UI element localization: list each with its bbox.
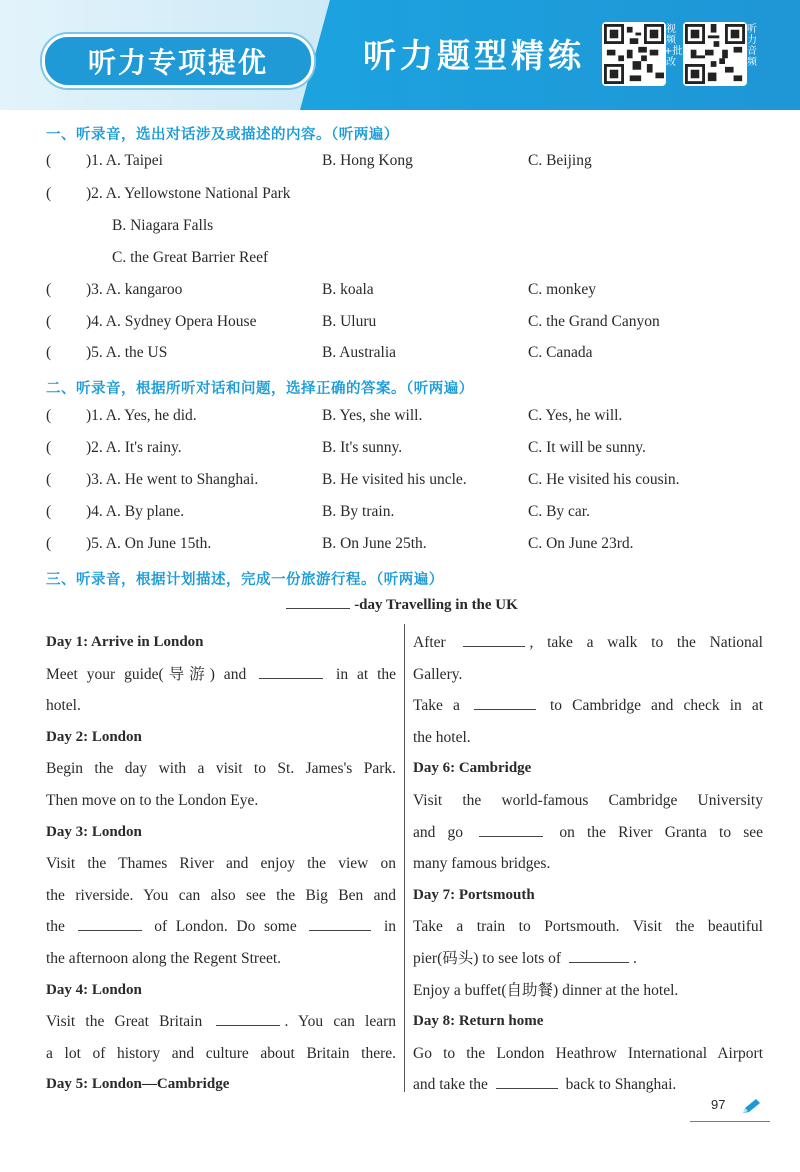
option-c: C. the Grand Canyon <box>528 313 660 330</box>
itinerary-line: Visit the Thames River and enjoy the view on <box>46 855 396 873</box>
itinerary-left-column <box>46 627 396 1101</box>
itinerary-line: Enjoy a buffet(自助餐) dinner at the hotel. <box>413 981 679 999</box>
option-c: C. Canada <box>528 344 593 361</box>
option-b: B. koala <box>322 281 374 298</box>
itinerary-line: Take a to Cambridge and check in at <box>413 697 764 715</box>
blank-field[interactable] <box>479 835 543 837</box>
option-c: C. He visited his cousin. <box>528 471 680 488</box>
option-b: B. He visited his uncle. <box>322 471 467 488</box>
option-a: )2. A. It's rainy. <box>86 439 182 456</box>
option-c: C. Beijing <box>528 152 592 169</box>
itinerary-line: After , take a walk to the National <box>413 634 763 651</box>
option-a: )1. A. Yes, he did. <box>86 407 197 424</box>
itinerary-line: many famous bridges. <box>413 855 551 873</box>
answer-paren[interactable]: ( <box>46 344 52 361</box>
option-c: C. On June 23rd. <box>528 535 634 552</box>
option-b: B. Yes, she will. <box>322 407 423 424</box>
qr-code-audio[interactable] <box>683 22 747 86</box>
column-divider <box>404 624 405 1092</box>
itinerary-title-text: -day Travelling in the UK <box>354 597 518 613</box>
option-b: B. Australia <box>322 344 397 361</box>
blank-field[interactable] <box>474 708 536 710</box>
qr-code-icon <box>604 24 664 84</box>
question-row <box>46 152 766 178</box>
option-c: C. the Great Barrier Reef <box>112 249 269 266</box>
itinerary-right-column <box>413 627 763 1101</box>
itinerary-line: Take a train to Portsmouth. Visit the beautiful <box>413 918 763 936</box>
question-row <box>46 281 766 307</box>
itinerary-line: Gallery. <box>413 665 463 683</box>
option-a: )4. A. By plane. <box>86 503 185 520</box>
itinerary-line: hotel. <box>46 697 81 715</box>
day-heading: Day 6: Cambridge <box>413 760 532 777</box>
section3-title: 三、听录音，根据计划描述，完成一份旅游行程。（听两遍） <box>46 572 444 588</box>
blank-days[interactable] <box>286 607 350 609</box>
qr-tag-audio: 听力音频 <box>747 24 757 68</box>
day-heading: Day 7: Portsmouth <box>413 886 535 903</box>
answer-paren[interactable]: ( <box>46 185 52 202</box>
option-c: C. It will be sunny. <box>528 439 646 456</box>
itinerary-line: Then move on to the London Eye. <box>46 791 259 809</box>
question-row <box>46 535 766 561</box>
option-b: B. It's sunny. <box>322 439 403 456</box>
qr-code-icon <box>685 24 745 84</box>
itinerary-line: a lot of history and culture about Britain there. <box>46 1044 396 1062</box>
option-b: B. On June 25th. <box>322 535 427 552</box>
header-title: 听力题型精练 <box>363 36 585 75</box>
question-row <box>46 344 766 370</box>
answer-paren[interactable]: ( <box>46 471 52 488</box>
answer-paren[interactable]: ( <box>46 439 52 456</box>
option-c: C. Yes, he will. <box>528 407 623 424</box>
itinerary-line: pier(码头) to see lots of . <box>413 949 637 967</box>
option-b: B. By train. <box>322 503 395 520</box>
itinerary-line: Meet your guide(导游) and in at the <box>46 665 397 683</box>
blank-field[interactable] <box>259 677 323 679</box>
blank-field[interactable] <box>216 1024 280 1026</box>
question-row <box>46 503 766 529</box>
answer-paren[interactable]: ( <box>46 281 52 298</box>
blank-field[interactable] <box>78 929 142 931</box>
itinerary-line: the riverside. You can also see the Big Ben and <box>46 886 396 904</box>
question-row <box>46 407 766 433</box>
option-a: )3. A. kangaroo <box>86 281 183 298</box>
question-row <box>46 471 766 497</box>
question-row <box>46 439 766 465</box>
answer-paren[interactable]: ( <box>46 503 52 520</box>
option-a: )4. A. Sydney Opera House <box>86 313 257 330</box>
option-c: C. By car. <box>528 503 590 520</box>
itinerary-line: and go on the River Granta to see <box>413 823 764 841</box>
section-badge: 听力专项提优 <box>42 34 314 88</box>
option-b: B. Uluru <box>322 313 377 330</box>
option-c: C. monkey <box>528 281 597 298</box>
option-b: B. Niagara Falls <box>112 217 214 234</box>
answer-paren[interactable]: ( <box>46 535 52 552</box>
answer-paren[interactable]: ( <box>46 313 52 330</box>
option-a: )5. A. On June 15th. <box>86 535 212 552</box>
blank-field[interactable] <box>463 645 525 647</box>
itinerary-line: Visit the world-famous Cambridge University <box>413 791 763 809</box>
page-number: 97 <box>711 1097 726 1112</box>
section1-title: 一、听录音，选出对话涉及或描述的内容。（听两遍） <box>46 127 399 143</box>
itinerary-line: the of London. Do some in <box>46 918 397 936</box>
day-heading: Day 2: London <box>46 728 142 745</box>
day-heading: Day 3: London <box>46 823 142 840</box>
day-heading: Day 1: Arrive in London <box>46 634 204 650</box>
blank-field[interactable] <box>309 929 371 931</box>
option-a: )3. A. He went to Shanghai. <box>86 471 259 488</box>
qr-code-video[interactable] <box>602 22 666 86</box>
itinerary-line: Visit the Great Britain . You can learn <box>46 1013 397 1031</box>
answer-paren[interactable]: ( <box>46 407 52 424</box>
page-footer-rule <box>690 1121 770 1122</box>
itinerary-line: the hotel. <box>413 728 471 746</box>
itinerary-line: Begin the day with a visit to St. James's Park. <box>46 760 396 778</box>
day-heading: Day 4: London <box>46 981 142 998</box>
option-a: )5. A. the US <box>86 344 168 361</box>
option-a: )2. A. Yellowstone National Park <box>86 185 291 202</box>
qr-tag-video: 视频+批改 <box>664 24 683 68</box>
answer-paren[interactable]: ( <box>46 152 52 169</box>
question-row <box>46 313 766 339</box>
itinerary-line: Go to the London Heathrow International Airport <box>413 1044 763 1062</box>
blank-field[interactable] <box>569 961 629 963</box>
day-heading: Day 8: Return home <box>413 1013 544 1030</box>
section2-title: 二、听录音，根据所听对话和问题，选择正确的答案。（听两遍） <box>46 381 474 397</box>
pencil-icon <box>740 1098 762 1116</box>
blank-field[interactable] <box>496 1087 558 1089</box>
page-header <box>0 0 800 110</box>
itinerary-line: and take the back to Shanghai. <box>413 1076 677 1094</box>
day-heading: Day 5: London—Cambridge <box>46 1076 230 1093</box>
itinerary-title <box>0 597 800 614</box>
option-a: )1. A. Taipei <box>86 152 163 169</box>
itinerary-line: the afternoon along the Regent Street. <box>46 949 282 967</box>
question-row <box>46 185 766 211</box>
option-b: B. Hong Kong <box>322 152 413 169</box>
